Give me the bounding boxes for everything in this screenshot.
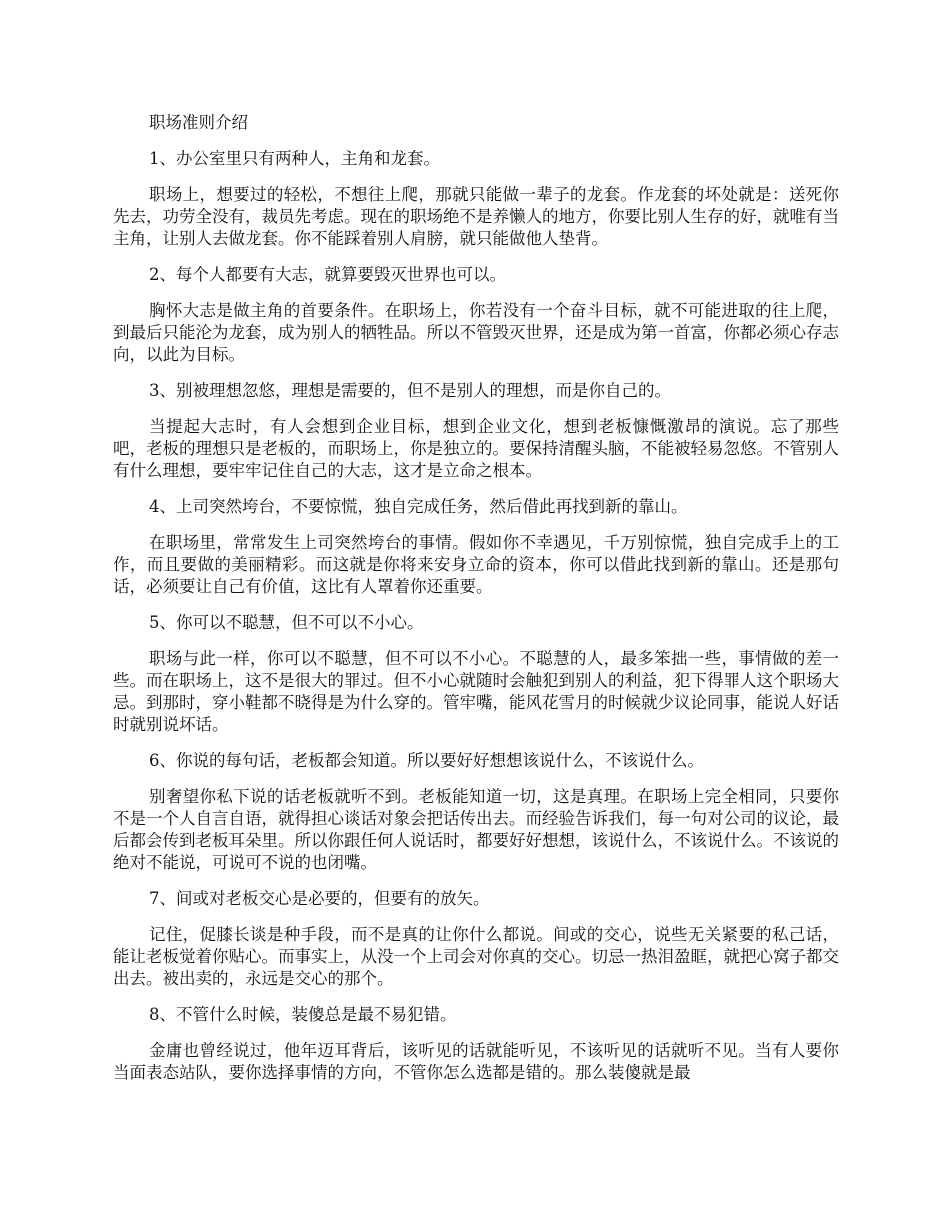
document-page (113, 112, 839, 1098)
section-paragraph: 职场上，想要过的轻松，不想往上爬，那就只能做一辈子的龙套。作龙套的坏处就是：送死你先去，功劳全没有，裁员先考虑。现在的职场绝不是养懒人的地方，你要比别人生存的好，就唯有当主角，让别人去做龙套。你不能踩着别人肩膀，就只能做他人垫背。 (113, 185, 839, 248)
section-paragraph: 胸怀大志是做主角的首要条件。在职场上，你若没有一个奋斗目标，就不可能进取的往上爬，到最后只能沦为龙套，成为别人的牺牲品。所以不管毁灭世界，还是成为第一首富，你都必须心存志向，以此为目标。 (113, 301, 839, 364)
section-heading: 7、间或对老板交心是必要的，但要有的放矢。 (149, 889, 490, 908)
section-heading: 4、上司突然垮台，不要惊慌，独自完成任务，然后借此再找到新的靠山。 (149, 497, 688, 516)
section-paragraph: 职场与此一样，你可以不聪慧，但不可以不小心。不聪慧的人，最多笨拙一些，事情做的差一些。而在职场上，这不是很大的罪过。但不小心就随时会触犯到别人的利益，犯下得罪人这个职场大忌。到那时，穿小鞋都不晓得是为什么穿的。管牢嘴，能风花雪月的时候就少议论同事，能说人好话时就别说坏话。 (113, 649, 839, 734)
section-paragraph: 在职场里，常常发生上司突然垮台的事情。假如你不幸遇见，千万别惊慌，独自完成手上的工作，而且要做的美丽精彩。而这就是你将来安身立命的资本，你可以借此找到新的靠山。还是那句话，必须要让自己有价值，这比有人罩着你还重要。 (113, 533, 839, 596)
section-heading: 6、你说的每句话，老板都会知道。所以要好好想想该说什么，不该说什么。 (149, 751, 704, 770)
section-heading: 3、别被理想忽悠，理想是需要的，但不是别人的理想，而是你自己的。 (149, 381, 671, 400)
section-paragraph: 别奢望你私下说的话老板就听不到。老板能知道一切，这是真理。在职场上完全相同，只要你不是一个人自言自语，就得担心谈话对象会把话传出去。而经验告诉我们，每一句对公司的议论，最后都会传到老板耳朵里。所以你跟任何人说话时，都要好好想想，该说什么，不该说什么。不该说的绝对不能说，可说可不说的也闭嘴。 (113, 787, 839, 872)
section-heading: 2、每个人都要有大志，就算要毁灭世界也可以。 (149, 265, 506, 284)
section-heading: 5、你可以不聪慧，但不可以不小心。 (149, 613, 424, 632)
section-paragraph: 记住，促膝长谈是种手段，而不是真的让你什么都说。间或的交心，说些无关紧要的私己话，能让老板觉着你贴心。而事实上，从没一个上司会对你真的交心。切忌一热泪盈眶，就把心窝子都交出去。被出卖的，永远是交心的那个。 (113, 925, 839, 988)
section-paragraph: 当提起大志时，有人会想到企业目标，想到企业文化，想到老板慷慨激昂的演说。忘了那些吧，老板的理想只是老板的，而职场上，你是独立的。要保持清醒头脑，不能被轻易忽悠。不管别人有什么理想，要牢牢记住自己的大志，这才是立命之根本。 (113, 417, 839, 480)
document-title: 职场准则介绍 (149, 113, 248, 132)
section-heading: 8、不管什么时候，装傻总是最不易犯错。 (149, 1005, 457, 1024)
section-paragraph: 金庸也曾经说过，他年迈耳背后，该听见的话就能听见，不该听见的话就听不见。当有人要你当面表态站队，要你选择事情的方向，不管你怎么选都是错的。那么装傻就是最 (113, 1041, 839, 1082)
section-heading: 1、办公室里只有两种人，主角和龙套。 (149, 149, 440, 168)
